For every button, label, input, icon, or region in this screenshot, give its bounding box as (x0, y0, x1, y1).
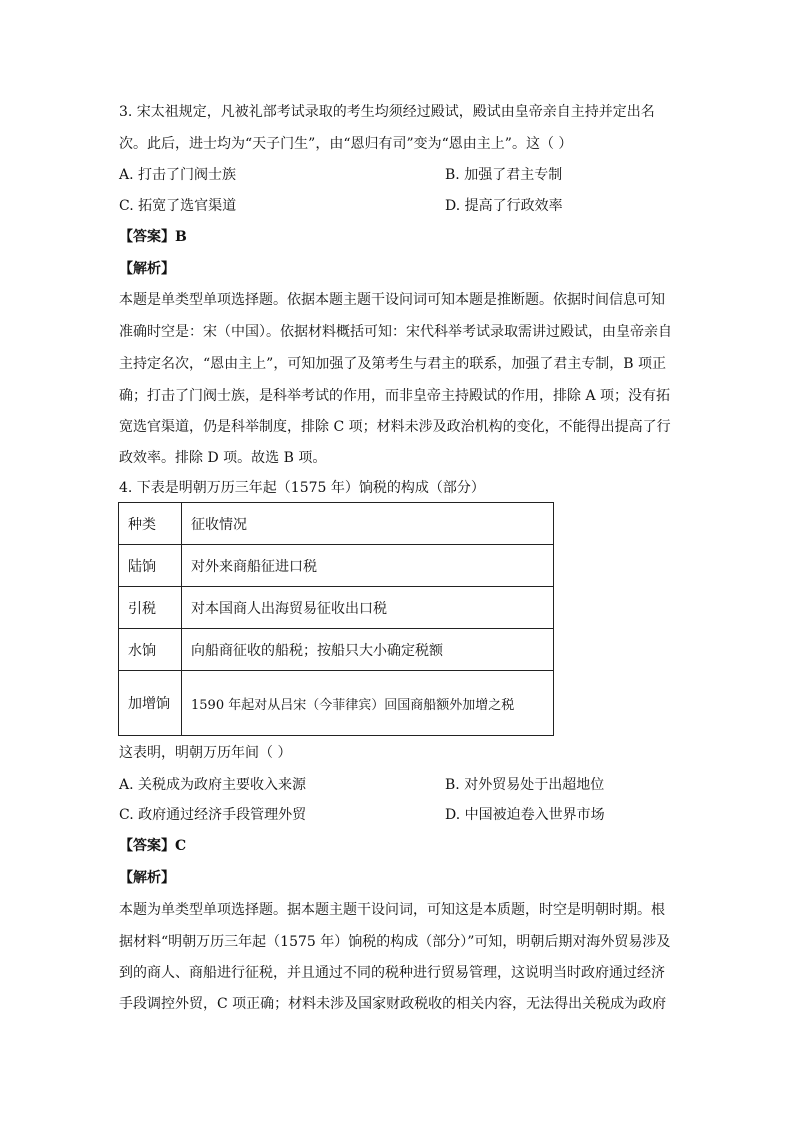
table-header-cell: 征收情况 (182, 503, 554, 545)
q4-answer: 【答案】C (119, 838, 187, 854)
q3-option-d: D. 提高了行政效率 (445, 198, 563, 214)
q4-analysis-title: 【解析】 (119, 870, 175, 886)
q3-analysis-line: 政效率。排除 D 项。故选 B 项。 (119, 450, 327, 466)
table-cell: 对外来商船征进口税 (182, 545, 554, 587)
table-row (119, 587, 554, 629)
q3-option-a: A. 打击了门阀士族 (119, 167, 237, 183)
q3-stem-line-1: 3. 宋太祖规定，凡被礼部考试录取的考生均须经过殿试，殿试由皇帝亲自主持并定出名 (119, 104, 655, 120)
q3-analysis-line: 本题是单类型单项选择题。依据本题主题干设问词可知本题是推断题。依据时间信息可知 (119, 292, 665, 308)
table-row (119, 629, 554, 671)
q3-analysis-line: 准确时空是：宋（中国）。依据材料概括可知：宋代科举考试录取需讲过殿试，由皇帝亲自 (119, 324, 672, 340)
table-cell: 引税 (119, 587, 182, 629)
table-cell: 水饷 (119, 629, 182, 671)
table-cell: 加增饷 (119, 671, 182, 736)
q4-option-c: C. 政府通过经济手段管理外贸 (119, 807, 307, 823)
q4-option-b: B. 对外贸易处于出超地位 (445, 777, 605, 793)
table-cell: 陆饷 (119, 545, 182, 587)
table-cell: 对本国商人出海贸易征收出口税 (182, 587, 554, 629)
q3-stem-line-2: 次。此后，进士均为“天子门生”，由“恩归有司”变为“恩由主上”。这（ ） (119, 136, 573, 152)
q3-analysis-line: 确；打击了门阀士族，是科举考试的作用，而非皇帝主持殿试的作用，排除 A 项；没有拓 (119, 388, 671, 404)
q3-option-c: C. 拓宽了选官渠道 (119, 198, 237, 214)
q4-stem-after: 这表明，明朝万历年间（ ） (119, 745, 292, 761)
q3-analysis-title: 【解析】 (119, 261, 175, 277)
q4-analysis-line: 本题为单类型单项选择题。据本题主题干设问词，可知这是本质题，时空是明朝时期。根 (119, 902, 665, 918)
tax-table (118, 502, 554, 736)
table-row (119, 545, 554, 587)
table-header-cell: 种类 (119, 503, 182, 545)
table-header-row (119, 503, 554, 545)
table-row (119, 671, 554, 736)
q4-option-a: A. 关税成为政府主要收入来源 (119, 777, 307, 793)
q4-analysis-line: 据材料“明朝万历三年起（1575 年）饷税的构成（部分）”可知，明朝后期对海外贸易涉及 (119, 934, 671, 950)
q3-answer: 【答案】B (119, 229, 187, 245)
table-cell: 向船商征收的船税；按船只大小确定税额 (182, 629, 554, 671)
q3-analysis-line: 宽选官渠道，仍是科举制度，排除 C 项；材料未涉及政治机构的变化，不能得出提高了行 (119, 419, 671, 435)
q4-stem: 4. 下表是明朝万历三年起（1575 年）饷税的构成（部分） (119, 480, 485, 496)
q3-analysis-line: 主持定名次，“恩由主上”，可知加强了及第考生与君主的联系，加强了君主专制，B 项正 (119, 356, 667, 372)
table-cell: 1590 年起对从吕宋（今菲律宾）回国商船额外加增之税 (182, 671, 554, 736)
q3-option-b: B. 加强了君主专制 (445, 167, 563, 183)
q4-analysis-line: 手段调控外贸，C 项正确；材料未涉及国家财政税收的相关内容，无法得出关税成为政府 (119, 996, 667, 1012)
q4-analysis-line: 到的商人、商船进行征税，并且通过不同的税种进行贸易管理，这说明当时政府通过经济 (119, 965, 665, 981)
q4-option-d: D. 中国被迫卷入世界市场 (445, 807, 605, 823)
